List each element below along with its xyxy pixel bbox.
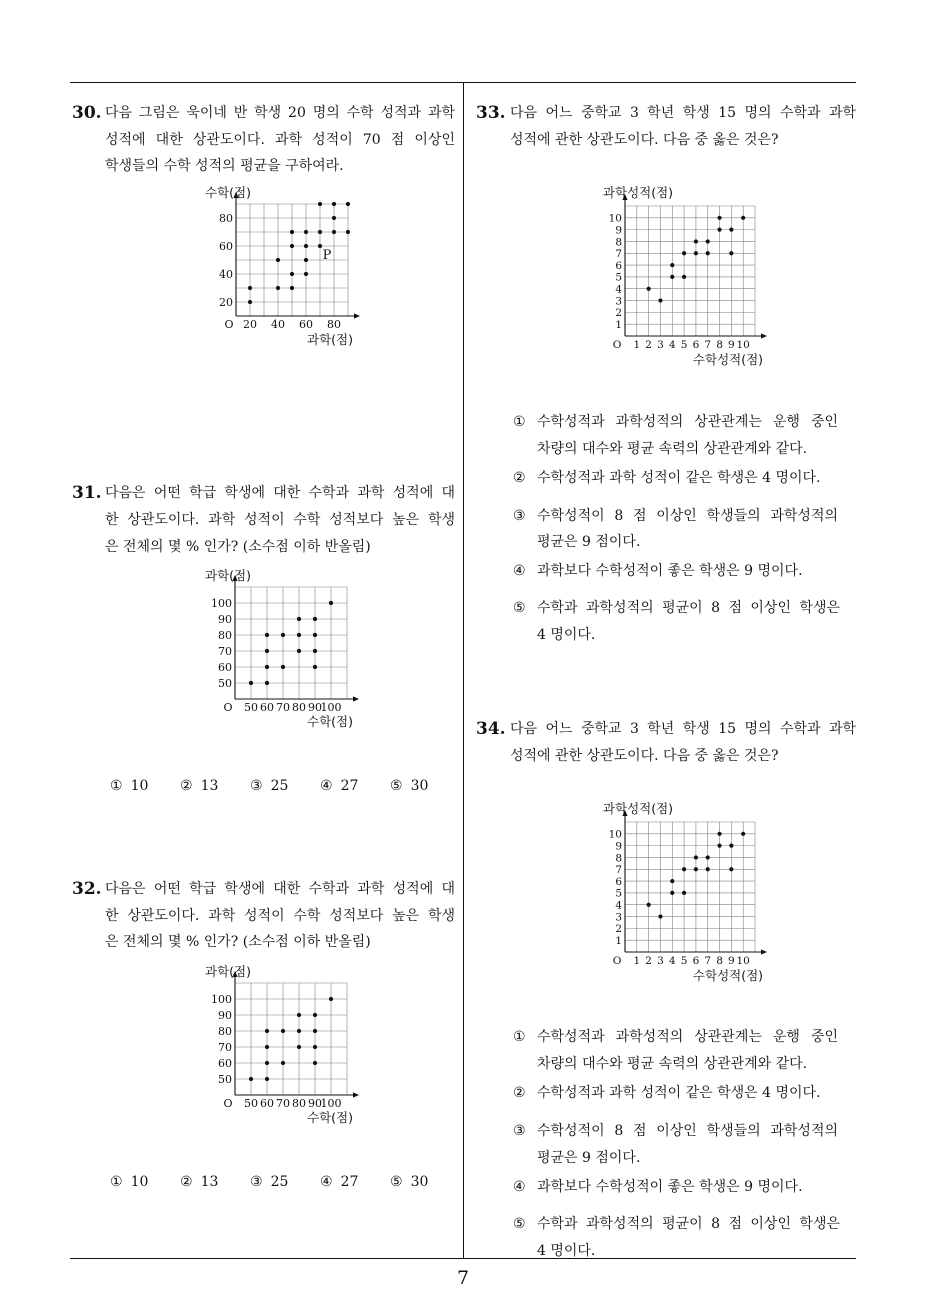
data-point [297, 1013, 301, 1017]
data-point [265, 665, 269, 669]
choice-mark: ③ [250, 778, 263, 794]
x-tick-label: 80 [292, 1097, 306, 1110]
y-tick-label: 60 [219, 239, 233, 253]
choice-value: 25 [270, 1174, 289, 1190]
scatter-chart-34 [590, 794, 780, 986]
question-33-choice-1-text: 차량의 대수와 평균 속력의 상관관계와 같다. [537, 441, 808, 457]
question-32-text-line: 다음은 어떤 학급 학생에 대한 수학과 과학 성적에 대 [105, 881, 455, 897]
page-number: 7 [456, 1267, 470, 1289]
data-point [297, 1045, 301, 1049]
y-tick-label: 6 [615, 875, 622, 888]
y-tick-label: 6 [615, 259, 622, 272]
data-point [297, 1029, 301, 1033]
data-point [670, 275, 674, 279]
x-tick-label: 3 [657, 955, 664, 967]
data-point [694, 251, 698, 255]
data-point [682, 891, 686, 895]
x-axis-arrow [761, 949, 767, 954]
data-point [717, 844, 721, 848]
question-34-choice-3-text: 평균은 9 점이다. [537, 1150, 641, 1166]
x-tick-label: 1 [633, 955, 641, 967]
data-point [682, 275, 686, 279]
data-point [658, 914, 662, 918]
data-point [313, 1013, 317, 1017]
column-divider [463, 82, 464, 1258]
data-point [706, 855, 710, 859]
y-tick-label: 50 [218, 1072, 232, 1086]
y-tick-label: 60 [218, 660, 232, 674]
y-tick-label: 90 [218, 1008, 232, 1022]
data-point [265, 1077, 269, 1081]
y-tick-label: 4 [615, 899, 622, 912]
y-tick-label: 80 [218, 1024, 232, 1038]
x-axis-label: 수학성적(점) [692, 352, 764, 367]
origin-label: O [223, 701, 233, 714]
question-33-choice-5-text: 수학과 과학성적의 평균이 8 점 이상인 학생은 [537, 600, 840, 616]
question-34-choice-3-mark: ③ [513, 1123, 526, 1139]
scatter-chart-31 [190, 562, 375, 730]
data-point [729, 844, 733, 848]
y-tick-label: 3 [615, 911, 622, 924]
grid [625, 822, 755, 952]
y-tick-label: 20 [219, 295, 233, 309]
y-tick-label: 9 [615, 224, 622, 237]
x-tick-label: 80 [292, 701, 306, 714]
data-point [658, 298, 662, 302]
data-point [729, 251, 733, 255]
scatter-chart-30 [190, 178, 375, 350]
choice-value: 30 [410, 1174, 429, 1190]
data-point [276, 286, 280, 290]
data-point [670, 263, 674, 267]
data-point [248, 286, 252, 290]
x-tick-label: 60 [260, 701, 274, 714]
point-annotation-label: P [322, 248, 332, 263]
data-point [304, 244, 308, 248]
question-34-choice-5-text: 4 명이다. [537, 1243, 596, 1259]
choice-value: 30 [410, 778, 429, 794]
data-point [297, 617, 301, 621]
choice-mark: ⑤ [390, 1174, 403, 1190]
x-axis-label: 수학(점) [307, 714, 353, 729]
question-30-text-line: 다음 그림은 욱이네 반 학생 20 명의 수학 성적과 과학 [105, 105, 455, 121]
question-31-choice-3 [250, 776, 288, 796]
question-34-choice-1-mark: ① [513, 1029, 526, 1045]
x-axis-arrow [353, 696, 359, 701]
data-point [313, 665, 317, 669]
y-tick-label: 8 [615, 236, 622, 249]
question-33-choice-4-text: 과학보다 수학성적이 좋은 학생은 9 명이다. [537, 563, 803, 579]
y-tick-label: 7 [615, 864, 622, 877]
data-point [265, 1061, 269, 1065]
question-33-number: 33. [476, 103, 506, 123]
data-point [729, 228, 733, 232]
question-30-number: 30. [72, 103, 102, 123]
data-point [281, 633, 285, 637]
x-tick-label: 7 [704, 339, 712, 351]
data-point [265, 1029, 269, 1033]
data-point [265, 633, 269, 637]
x-tick-label: 4 [668, 339, 676, 351]
question-32-choice-5 [390, 1172, 428, 1192]
data-point [318, 202, 322, 206]
choice-value: 10 [130, 1174, 149, 1190]
question-32-text-line: 한 상관도이다. 과학 성적이 수학 성적보다 높은 학생 [105, 908, 455, 924]
y-tick-label: 10 [608, 212, 622, 225]
data-point [647, 903, 651, 907]
x-tick-label: 4 [668, 955, 676, 967]
x-tick-label: 2 [645, 339, 652, 351]
data-point [281, 1029, 285, 1033]
question-34-choice-1-text: 수학성적과 과학성적의 상관관계는 운행 중인 [537, 1029, 838, 1045]
y-tick-label: 1 [615, 318, 622, 331]
data-point [332, 230, 336, 234]
question-33-choice-5-text: 4 명이다. [537, 627, 596, 643]
scatter-chart-33 [590, 178, 780, 370]
question-34-choice-5-text: 수학과 과학성적의 평균이 8 점 이상인 학생은 [537, 1216, 840, 1232]
question-31-number: 31. [72, 483, 102, 503]
x-tick-label: 100 [320, 1097, 342, 1110]
question-31-choice-5 [390, 776, 428, 796]
question-34-choice-1-text: 차량의 대수와 평균 속력의 상관관계와 같다. [537, 1056, 808, 1072]
question-33-choice-5-mark: ⑤ [513, 600, 526, 616]
y-axis-label: 과학(점) [205, 964, 251, 979]
question-33-text-line: 다음 어느 중학교 3 학년 학생 15 명의 수학과 과학 [510, 105, 856, 121]
data-point [304, 258, 308, 262]
data-point [249, 681, 253, 685]
choice-mark: ② [180, 778, 193, 794]
y-tick-label: 50 [218, 676, 232, 690]
x-tick-label: 80 [327, 318, 341, 331]
data-point [297, 649, 301, 653]
y-tick-label: 2 [615, 307, 622, 320]
question-33-choice-2-text: 수학성적과 과학 성적이 같은 학생은 4 명이다. [537, 470, 821, 486]
data-point [304, 272, 308, 276]
data-point [265, 681, 269, 685]
data-point [717, 832, 721, 836]
y-tick-label: 5 [615, 887, 622, 900]
data-point [281, 1061, 285, 1065]
question-34-choice-2-text: 수학성적과 과학 성적이 같은 학생은 4 명이다. [537, 1085, 821, 1101]
choice-value: 13 [200, 778, 219, 794]
data-point [290, 272, 294, 276]
question-33-choice-1-text: 수학성적과 과학성적의 상관관계는 운행 중인 [537, 414, 838, 430]
scatter-chart-32 [190, 958, 375, 1126]
data-point [670, 891, 674, 895]
x-tick-label: 50 [244, 701, 258, 714]
data-point [694, 855, 698, 859]
choice-mark: ① [110, 1174, 123, 1190]
choice-value: 25 [270, 778, 289, 794]
x-tick-label: 8 [716, 955, 723, 967]
data-point [346, 230, 350, 234]
question-34-choice-4-text: 과학보다 수학성적이 좋은 학생은 9 명이다. [537, 1179, 803, 1195]
data-point [313, 617, 317, 621]
x-tick-label: 5 [680, 955, 688, 967]
data-point [313, 633, 317, 637]
question-32-choice-4 [320, 1172, 358, 1192]
question-31-choice-2 [180, 776, 218, 796]
data-point [297, 633, 301, 637]
question-31-text-line: 다음은 어떤 학급 학생에 대한 수학과 과학 성적에 대 [105, 485, 455, 501]
y-tick-label: 80 [218, 628, 232, 642]
y-tick-label: 2 [615, 923, 622, 936]
question-32-choice-2 [180, 1172, 218, 1192]
question-31-choice-1 [110, 776, 148, 796]
x-axis-arrow [354, 313, 360, 318]
grid [625, 206, 755, 336]
x-tick-label: 70 [276, 1097, 290, 1110]
y-axis-label: 과학성적(점) [602, 801, 674, 816]
data-point [717, 228, 721, 232]
question-33-choice-3-text: 수학성적이 8 점 이상인 학생들의 과학성적의 [537, 508, 838, 524]
question-33-choice-4-mark: ④ [513, 563, 526, 579]
data-point [346, 202, 350, 206]
choice-mark: ④ [320, 778, 333, 794]
x-tick-label: 7 [704, 955, 712, 967]
question-32-choice-3 [250, 1172, 288, 1192]
x-axis-label: 과학(점) [307, 332, 353, 347]
x-tick-label: 40 [271, 318, 285, 331]
question-34-text-line: 다음 어느 중학교 3 학년 학생 15 명의 수학과 과학 [510, 721, 856, 737]
x-tick-label: 70 [276, 701, 290, 714]
x-tick-label: 8 [716, 339, 723, 351]
data-point [741, 216, 745, 220]
question-34-choice-2-mark: ② [513, 1085, 526, 1101]
y-tick-label: 7 [615, 248, 622, 261]
data-point [694, 239, 698, 243]
data-point [647, 287, 651, 291]
choice-value: 13 [200, 1174, 219, 1190]
x-tick-label: 2 [645, 955, 652, 967]
y-tick-label: 100 [211, 596, 232, 610]
x-tick-label: 10 [736, 955, 750, 967]
y-tick-label: 1 [615, 934, 622, 947]
data-point [313, 649, 317, 653]
data-point [249, 1077, 253, 1081]
x-tick-label: 9 [728, 339, 735, 351]
y-axis-label: 과학(점) [205, 568, 251, 583]
x-tick-label: 6 [692, 339, 700, 351]
data-point [682, 867, 686, 871]
choice-value: 27 [340, 1174, 359, 1190]
x-tick-label: 10 [736, 339, 750, 351]
x-tick-label: 60 [260, 1097, 274, 1110]
y-tick-label: 9 [615, 840, 622, 853]
y-axis-label: 과학성적(점) [602, 185, 674, 200]
x-tick-label: 60 [299, 318, 313, 331]
origin-label: O [224, 318, 234, 331]
data-point [276, 258, 280, 262]
question-32-text-line: 은 전체의 몇 % 인가? (소수점 이하 반올림) [105, 934, 371, 950]
data-point [313, 1045, 317, 1049]
data-point [706, 239, 710, 243]
data-point [290, 286, 294, 290]
data-point [706, 867, 710, 871]
choice-mark: ② [180, 1174, 193, 1190]
data-point [717, 216, 721, 220]
choice-value: 27 [340, 778, 359, 794]
question-33-text-line: 성적에 관한 상관도이다. 다음 중 옳은 것은? [510, 132, 779, 148]
origin-label: O [612, 955, 622, 967]
question-34-choice-3-text: 수학성적이 8 점 이상인 학생들의 과학성적의 [537, 1123, 838, 1139]
question-30-text-line: 성적에 대한 상관도이다. 과학 성적이 70 점 이상인 [105, 132, 455, 148]
question-33-choice-3-mark: ③ [513, 508, 526, 524]
y-tick-label: 8 [615, 852, 622, 865]
choice-mark: ④ [320, 1174, 333, 1190]
question-32-choice-1 [110, 1172, 148, 1192]
x-tick-label: 9 [728, 955, 735, 967]
data-point [290, 230, 294, 234]
data-point [265, 1045, 269, 1049]
data-point [741, 832, 745, 836]
y-tick-label: 70 [218, 1040, 232, 1054]
choice-value: 10 [130, 778, 149, 794]
x-tick-label: 6 [692, 955, 700, 967]
x-tick-label: 3 [657, 339, 664, 351]
question-33-choice-2-mark: ② [513, 470, 526, 486]
bottom-rule [70, 1258, 856, 1259]
y-tick-label: 40 [219, 267, 233, 281]
data-point [670, 879, 674, 883]
origin-label: O [612, 339, 622, 351]
y-tick-label: 3 [615, 295, 622, 308]
x-tick-label: 1 [633, 339, 641, 351]
question-34-text-line: 성적에 관한 상관도이다. 다음 중 옳은 것은? [510, 748, 779, 764]
question-30-text-line: 학생들의 수학 성적의 평균을 구하여라. [105, 158, 344, 174]
x-tick-label: 90 [308, 1097, 322, 1110]
question-31-choice-4 [320, 776, 358, 796]
question-33-choice-3-text: 평균은 9 점이다. [537, 534, 641, 550]
data-point [329, 601, 333, 605]
x-axis-label: 수학성적(점) [692, 968, 764, 983]
x-tick-label: 100 [320, 701, 342, 714]
x-tick-label: 20 [243, 318, 257, 331]
data-point [318, 230, 322, 234]
data-point [304, 230, 308, 234]
y-axis-label: 수학(점) [205, 185, 251, 200]
data-point [694, 867, 698, 871]
question-31-text-line: 은 전체의 몇 % 인가? (소수점 이하 반올림) [105, 539, 371, 555]
data-point [248, 300, 252, 304]
data-point [313, 1029, 317, 1033]
x-axis-label: 수학(점) [307, 1110, 353, 1125]
x-tick-label: 90 [308, 701, 322, 714]
question-34-choice-5-mark: ⑤ [513, 1216, 526, 1232]
data-point [682, 251, 686, 255]
data-point [313, 1061, 317, 1065]
y-tick-label: 60 [218, 1056, 232, 1070]
data-point [281, 665, 285, 669]
data-point [332, 202, 336, 206]
data-point [265, 649, 269, 653]
data-point [729, 867, 733, 871]
y-tick-label: 70 [218, 644, 232, 658]
y-tick-label: 80 [219, 211, 233, 225]
data-point [318, 244, 322, 248]
y-tick-label: 90 [218, 612, 232, 626]
choice-mark: ① [110, 778, 123, 794]
question-34-number: 34. [476, 719, 506, 739]
choice-mark: ③ [250, 1174, 263, 1190]
y-tick-label: 4 [615, 283, 622, 296]
x-tick-label: 5 [680, 339, 688, 351]
x-axis-arrow [761, 333, 767, 338]
y-tick-label: 5 [615, 271, 622, 284]
question-34-choice-4-mark: ④ [513, 1179, 526, 1195]
question-31-text-line: 한 상관도이다. 과학 성적이 수학 성적보다 높은 학생 [105, 512, 455, 528]
origin-label: O [223, 1097, 233, 1110]
question-33-choice-1-mark: ① [513, 414, 526, 430]
y-tick-label: 100 [211, 992, 232, 1006]
y-tick-label: 10 [608, 828, 622, 841]
question-32-number: 32. [72, 879, 102, 899]
x-axis-arrow [353, 1092, 359, 1097]
choice-mark: ⑤ [390, 778, 403, 794]
data-point [706, 251, 710, 255]
data-point [329, 997, 333, 1001]
data-point [290, 244, 294, 248]
data-point [332, 216, 336, 220]
x-tick-label: 50 [244, 1097, 258, 1110]
